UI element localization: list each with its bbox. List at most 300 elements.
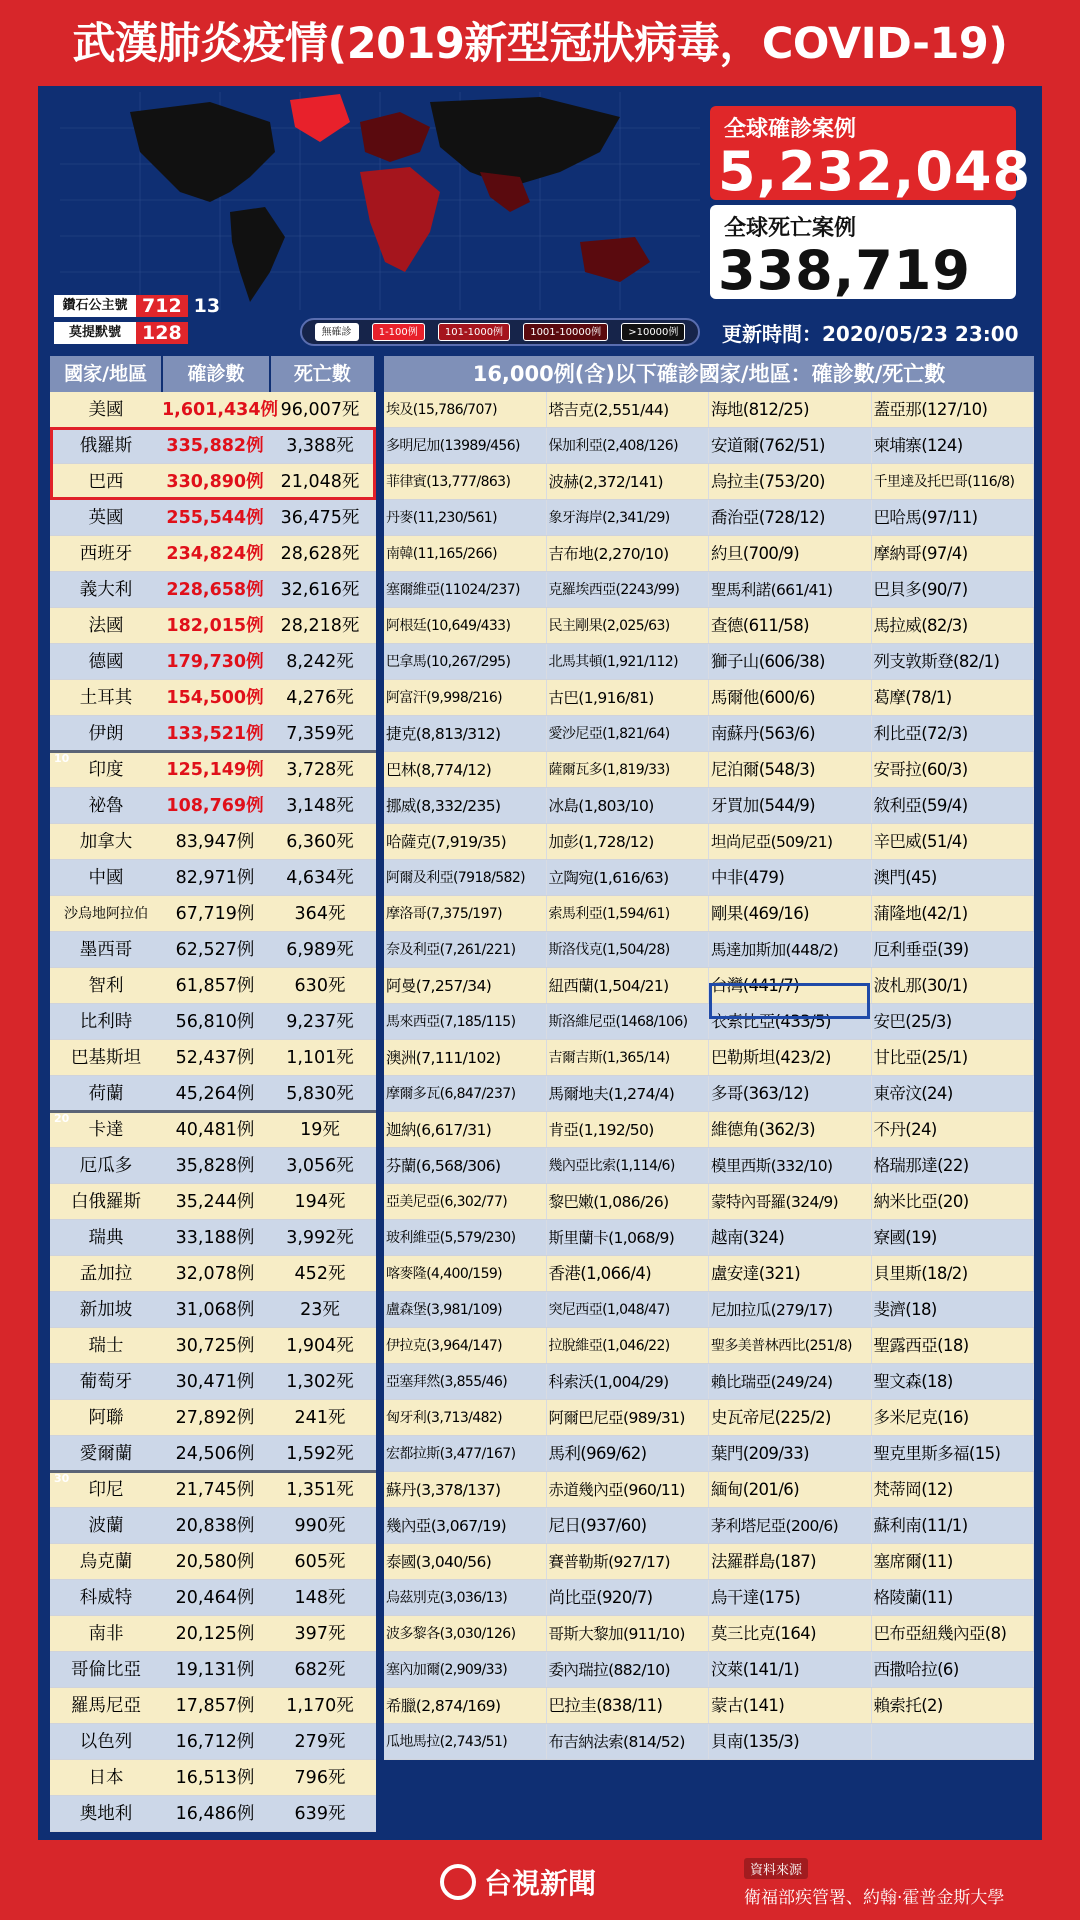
deaths-cell: 4,276死 [286,688,354,708]
country-stat-cell: 赤道幾內亞(960/11) [547,1472,710,1507]
country-stat-cell: 塞內加爾(2,909/33) [384,1652,547,1687]
country-stat-cell: 剛果(469/16) [709,896,872,931]
country-stat-cell: 厄利垂亞(39) [872,932,1035,967]
table-row [384,392,1034,428]
country-stat-cell: 多明尼加(13989/456) [384,428,547,463]
country-cell: 義大利 [79,580,133,600]
table-row [384,1544,1034,1580]
table-row [50,896,376,932]
deaths-cell: 21,048死 [280,472,360,492]
deaths-cell: 241死 [294,1408,346,1428]
country-stat-cell: 象牙海岸(2,341/29) [547,500,710,535]
deaths-cell: 1,904死 [286,1336,354,1356]
country-stat-cell: 立陶宛(1,616/63) [547,860,710,895]
table-row [50,1652,376,1688]
country-stat-cell: 巴哈馬(97/11) [872,500,1035,535]
table-row [50,536,376,572]
table-row [384,644,1034,680]
table-row [384,752,1034,788]
deaths-cell: 4,634死 [286,868,354,888]
country-stat-cell: 紐西蘭(1,504/21) [547,968,710,1003]
country-stat-cell: 芬蘭(6,568/306) [384,1148,547,1183]
country-cell: 羅馬尼亞 [71,1696,141,1716]
country-stat-cell: 葉門(209/33) [709,1436,872,1471]
confirmed-cell: 67,719例 [175,904,255,924]
deaths-cell: 3,388死 [286,436,354,456]
country-cell: 新加坡 [79,1300,133,1320]
country-stat-cell: 多哥(363/12) [709,1076,872,1111]
table-row [384,788,1034,824]
deaths-cell: 605死 [294,1552,346,1572]
country-cell: 美國 [88,400,124,420]
table-row [384,1040,1034,1076]
cruise-ships [54,294,226,348]
country-cell: 以色列 [79,1732,133,1752]
confirmed-cell: 228,658例 [166,580,264,600]
table-row [50,1472,376,1508]
deaths-cell: 148死 [294,1588,346,1608]
confirmed-cell: 27,892例 [175,1408,255,1428]
country-stat-cell: 多米尼克(16) [872,1400,1035,1435]
deaths-cell: 3,992死 [286,1228,354,1248]
country-stat-cell: 丹麥(11,230/561) [384,500,547,535]
country-stat-cell: 拉脫維亞(1,046/22) [547,1328,710,1363]
table-row [50,1796,376,1832]
confirmed-cell: 20,580例 [175,1552,255,1572]
country-stat-cell: 波赫(2,372/141) [547,464,710,499]
confirmed-cell: 125,149例 [166,760,264,780]
country-stat-cell: 南蘇丹(563/6) [709,716,872,751]
confirmed-cell: 31,068例 [175,1300,255,1320]
table-row [384,824,1034,860]
confirmed-cell: 21,745例 [175,1480,255,1500]
country-cell: 卡達 [88,1120,124,1140]
country-stat-cell: 阿爾巴尼亞(989/31) [547,1400,710,1435]
table-row [384,1724,1034,1760]
deaths-cell: 28,628死 [280,544,360,564]
country-stat-cell: 亞塞拜然(3,855/46) [384,1364,547,1399]
country-stat-cell: 斯洛維尼亞(1468/106) [547,1004,710,1039]
table-row [50,1688,376,1724]
country-stat-cell: 玻利維亞(5,579/230) [384,1220,547,1255]
country-stat-cell: 汶萊(141/1) [709,1652,872,1687]
table-row [50,1292,376,1328]
country-cell: 日本 [88,1768,124,1788]
country-stat-cell: 塔吉克(2,551/44) [547,392,710,427]
rank-separator [50,1470,376,1473]
country-stat-cell: 吉爾吉斯(1,365/14) [547,1040,710,1075]
country-stat-cell: 馬利(969/62) [547,1436,710,1471]
deaths-cell: 397死 [294,1624,346,1644]
global-confirmed-label: 全球確診案例 [724,117,857,142]
confirmed-cell: 30,471例 [175,1372,255,1392]
confirmed-cell: 16,486例 [175,1804,255,1824]
table-row [384,1220,1034,1256]
country-stat-cell: 希臘(2,874/169) [384,1688,547,1723]
deaths-cell: 1,351死 [286,1480,354,1500]
country-stat-cell: 摩爾多瓦(6,847/237) [384,1076,547,1111]
country-stat-cell: 黎巴嫩(1,086/26) [547,1184,710,1219]
country-stat-cell: 蘇利南(11/1) [872,1508,1035,1543]
country-cell: 烏克蘭 [79,1552,133,1572]
country-cell: 德國 [88,652,124,672]
deaths-cell: 3,056死 [286,1156,354,1176]
country-stat-cell: 吉布地(2,270/10) [547,536,710,571]
country-stat-cell: 喬治亞(728/12) [709,500,872,535]
table-row [50,1004,376,1040]
right-table [384,392,1034,1760]
rank-marker: 10 [54,752,70,765]
country-stat-cell: 牙買加(544/9) [709,788,872,823]
deaths-cell: 32,616死 [280,580,360,600]
table-row [50,1184,376,1220]
deaths-cell: 1,592死 [286,1444,354,1464]
country-stat-cell: 中非(479) [709,860,872,895]
confirmed-cell: 20,838例 [175,1516,255,1536]
country-stat-cell: 匈牙利(3,713/482) [384,1400,547,1435]
country-stat-cell: 格陵蘭(11) [872,1580,1035,1615]
country-stat-cell: 伊拉克(3,964/147) [384,1328,547,1363]
table-row [50,1724,376,1760]
country-stat-cell: 冰島(1,803/10) [547,788,710,823]
confirmed-cell: 35,244例 [175,1192,255,1212]
table-row [384,572,1034,608]
confirmed-cell: 20,464例 [175,1588,255,1608]
country-cell: 南非 [88,1624,124,1644]
right-table-header: 16,000例(含)以下確診國家/地區：確診數/死亡數 [384,356,1034,392]
country-stat-cell: 捷克(8,813/312) [384,716,547,751]
country-stat-cell: 波多黎各(3,030/126) [384,1616,547,1651]
deaths-cell: 96,007死 [280,400,360,420]
ship-deaths: 13 [193,295,221,317]
table-row [50,1256,376,1292]
confirmed-cell: 179,730例 [166,652,264,672]
confirmed-cell: 330,890例 [166,472,264,492]
country-stat-cell: 蒲隆地(42/1) [872,896,1035,931]
confirmed-cell: 30,725例 [175,1336,255,1356]
country-stat-cell: 挪威(8,332/235) [384,788,547,823]
country-stat-cell: 蒙古(141) [709,1688,872,1723]
country-stat-cell: 盧森堡(3,981/109) [384,1292,547,1327]
country-stat-cell: 幾內亞(3,067/19) [384,1508,547,1543]
table-row [384,1472,1034,1508]
deaths-cell: 6,989死 [286,940,354,960]
country-stat-cell: 摩洛哥(7,375/197) [384,896,547,931]
country-stat-cell: 西撒哈拉(6) [872,1652,1035,1687]
page-title: 武漢肺炎疫情(2019新型冠狀病毒，COVID-19) [72,19,1008,69]
table-row [50,1400,376,1436]
country-cell: 孟加拉 [79,1264,133,1284]
confirmed-cell: 56,810例 [175,1012,255,1032]
ship-row-diamond-princess [54,294,226,318]
confirmed-cell: 33,188例 [175,1228,255,1248]
country-stat-cell: 蒙特內哥羅(324/9) [709,1184,872,1219]
country-cell: 瑞士 [88,1336,124,1356]
table-row [384,932,1034,968]
country-stat-cell: 塞爾維亞(11024/237) [384,572,547,607]
country-stat-cell: 烏茲別克(3,036/13) [384,1580,547,1615]
country-stat-cell: 聖露西亞(18) [872,1328,1035,1363]
map-legend [300,318,700,346]
country-cell: 印度 [88,760,124,780]
legend-item-over-10000: >10000例 [621,323,685,341]
table-row [50,1328,376,1364]
country-stat-cell: 馬來西亞(7,185/115) [384,1004,547,1039]
deaths-cell: 5,830死 [286,1084,354,1104]
confirmed-cell: 133,521例 [166,724,264,744]
country-stat-cell: 列支敦斯登(82/1) [872,644,1035,679]
ship-name: 鑽石公主號 [54,295,136,317]
ship-row-mortimer [54,321,226,345]
table-row [50,932,376,968]
deaths-cell: 28,218死 [280,616,360,636]
country-stat-cell: 聖克里斯多福(15) [872,1436,1035,1471]
table-row [50,1760,376,1796]
table-row [50,1148,376,1184]
left-table-header [50,356,376,392]
country-stat-cell: 葛摩(78/1) [872,680,1035,715]
confirmed-cell: 154,500例 [166,688,264,708]
confirmed-cell: 83,947例 [175,832,255,852]
country-cell: 中國 [88,868,124,888]
country-cell: 西班牙 [79,544,133,564]
deaths-cell: 8,242死 [286,652,354,672]
country-stat-cell: 千里達及托巴哥(116/8) [872,464,1035,499]
table-row [384,1400,1034,1436]
country-stat-cell: 海地(812/25) [709,392,872,427]
country-stat-cell: 安巴(25/3) [872,1004,1035,1039]
country-stat-cell: 烏拉圭(753/20) [709,464,872,499]
country-cell: 科威特 [79,1588,133,1608]
table-row [50,1508,376,1544]
country-cell: 荷蘭 [88,1084,124,1104]
country-stat-cell: 賴索托(2) [872,1688,1035,1723]
table-row [384,1616,1034,1652]
country-cell: 法國 [88,616,124,636]
country-stat-cell: 阿曼(7,257/34) [384,968,547,1003]
country-stat-cell: 愛沙尼亞(1,821/64) [547,716,710,751]
country-stat-cell: 馬拉威(82/3) [872,608,1035,643]
table-row [384,428,1034,464]
taiwan-highlight-box [709,983,870,1019]
country-stat-cell: 敘利亞(59/4) [872,788,1035,823]
country-stat-cell: 阿根廷(10,649/433) [384,608,547,643]
table-row [384,860,1034,896]
confirmed-cell: 45,264例 [175,1084,255,1104]
country-stat-cell: 聖文森(18) [872,1364,1035,1399]
country-stat-cell: 幾內亞比索(1,114/6) [547,1148,710,1183]
country-stat-cell: 斐濟(18) [872,1292,1035,1327]
country-cell: 阿聯 [88,1408,124,1428]
table-row [384,1112,1034,1148]
deaths-cell: 194死 [294,1192,346,1212]
legend-item-101-1000: 101-1000例 [438,323,510,341]
deaths-cell: 279死 [294,1732,346,1752]
table-row [384,1292,1034,1328]
table-row [384,1436,1034,1472]
country-stat-cell: 巴拿馬(10,267/295) [384,644,547,679]
country-stat-cell: 莫三比克(164) [709,1616,872,1651]
country-cell: 波蘭 [88,1516,124,1536]
rank-marker: 30 [54,1472,70,1485]
country-stat-cell: 克羅埃西亞(2243/99) [547,572,710,607]
table-row [50,392,376,428]
deaths-cell: 3,148死 [286,796,354,816]
country-stat-cell: 尼日(937/60) [547,1508,710,1543]
legend-item-1-100: 1-100例 [372,323,425,341]
rank-separator [50,1110,376,1113]
country-stat-cell: 柬埔寨(124) [872,428,1035,463]
country-stat-cell: 泰國(3,040/56) [384,1544,547,1579]
global-confirmed-box [710,106,1032,203]
confirmed-cell: 234,824例 [166,544,264,564]
country-stat-cell: 維德角(362/3) [709,1112,872,1147]
ship-name: 莫提默號 [54,322,136,344]
deaths-cell: 630死 [294,976,346,996]
table-row [50,860,376,896]
confirmed-cell: 255,544例 [166,508,264,528]
rank-separator [50,750,376,753]
table-row [50,1364,376,1400]
deaths-cell: 796死 [294,1768,346,1788]
country-stat-cell: 巴林(8,774/12) [384,752,547,787]
world-map [60,92,700,310]
table-row [50,1076,376,1112]
country-stat-cell: 迦納(6,617/31) [384,1112,547,1147]
confirmed-cell: 82,971例 [175,868,255,888]
country-stat-cell: 民主剛果(2,025/63) [547,608,710,643]
country-stat-cell: 尼泊爾(548/3) [709,752,872,787]
country-stat-cell: 澳門(45) [872,860,1035,895]
confirmed-cell: 17,857例 [175,1696,255,1716]
country-stat-cell: 突尼西亞(1,048/47) [547,1292,710,1327]
country-stat-cell: 安哥拉(60/3) [872,752,1035,787]
country-stat-cell: 查德(611/58) [709,608,872,643]
table-row [50,716,376,752]
confirmed-cell: 40,481例 [175,1120,255,1140]
country-stat-cell: 蘇丹(3,378/137) [384,1472,547,1507]
country-stat-cell: 辛巴威(51/4) [872,824,1035,859]
country-stat-cell: 巴布亞紐幾內亞(8) [872,1616,1035,1651]
table-row [50,824,376,860]
country-stat-cell: 埃及(15,786/707) [384,392,547,427]
country-cell: 墨西哥 [79,940,133,960]
country-stat-cell: 澳洲(7,111/102) [384,1040,547,1075]
table-row [50,1436,376,1472]
confirmed-cell: 182,015例 [166,616,264,636]
country-stat-cell: 索馬利亞(1,594/61) [547,896,710,931]
table-row [384,536,1034,572]
country-cell: 祕魯 [88,796,124,816]
deaths-cell: 1,302死 [286,1372,354,1392]
country-stat-cell: 委內瑞拉(882/10) [547,1652,710,1687]
country-cell: 愛爾蘭 [79,1444,133,1464]
country-stat-cell: 斯里蘭卡(1,068/9) [547,1220,710,1255]
legend-item-1001-10000: 1001-10000例 [523,323,608,341]
country-stat-cell: 香港(1,066/4) [547,1256,710,1291]
logo-text: 台視新聞 [484,1867,597,1900]
table-row [384,1328,1034,1364]
country-cell: 智利 [88,976,124,996]
table-row [50,608,376,644]
country-stat-cell: 菲律賓(13,777/863) [384,464,547,499]
confirmed-cell: 32,078例 [175,1264,255,1284]
country-stat-cell: 貝里斯(18/2) [872,1256,1035,1291]
header-deaths: 死亡數 [271,356,374,392]
country-cell: 俄羅斯 [79,436,133,456]
country-stat-cell: 安道爾(762/51) [709,428,872,463]
confirmed-cell: 35,828例 [175,1156,255,1176]
table-row [384,464,1034,500]
table-row [50,1544,376,1580]
confirmed-cell: 20,125例 [175,1624,255,1644]
highlight-box [50,427,376,500]
table-row [384,608,1034,644]
country-stat-cell: 緬甸(201/6) [709,1472,872,1507]
country-stat-cell: 喀麥隆(4,400/159) [384,1256,547,1291]
country-stat-cell: 斯洛伐克(1,504/28) [547,932,710,967]
country-stat-cell: 摩納哥(97/4) [872,536,1035,571]
country-stat-cell: 蓋亞那(127/10) [872,392,1035,427]
country-cell: 沙烏地阿拉伯 [64,906,148,922]
country-stat-cell: 巴貝多(90/7) [872,572,1035,607]
country-stat-cell: 梵蒂岡(12) [872,1472,1035,1507]
deaths-cell: 1,170死 [286,1696,354,1716]
country-stat-cell: 哥斯大黎加(911/10) [547,1616,710,1651]
confirmed-cell: 24,506例 [175,1444,255,1464]
source-value: 衛福部疾管署、約翰·霍普金斯大學 [744,1888,1005,1908]
country-stat-cell: 阿爾及利亞(7918/582) [384,860,547,895]
deaths-cell: 364死 [294,904,346,924]
table-row [384,680,1034,716]
deaths-cell: 639死 [294,1804,346,1824]
country-stat-cell [872,1724,1035,1759]
country-stat-cell: 貝南(135/3) [709,1724,872,1759]
country-stat-cell: 衣索比亞(433/5) [709,1004,872,1039]
source-label: 資料來源 [744,1858,808,1879]
country-stat-cell: 肯亞(1,192/50) [547,1112,710,1147]
confirmed-cell: 108,769例 [166,796,264,816]
deaths-cell: 36,475死 [280,508,360,528]
country-stat-cell: 越南(324) [709,1220,872,1255]
country-cell: 厄瓜多 [79,1156,133,1176]
confirmed-cell: 52,437例 [175,1048,255,1068]
country-stat-cell: 東帝汶(24) [872,1076,1035,1111]
table-row [50,1580,376,1616]
deaths-cell: 3,728死 [286,760,354,780]
table-row [50,968,376,1004]
confirmed-cell: 19,131例 [175,1660,255,1680]
country-stat-cell: 茅利塔尼亞(200/6) [709,1508,872,1543]
country-stat-cell: 史瓦帝尼(225/2) [709,1400,872,1435]
country-stat-cell: 巴拉圭(838/11) [547,1688,710,1723]
country-stat-cell: 模里西斯(332/10) [709,1148,872,1183]
ship-confirmed: 712 [136,295,188,317]
deaths-cell: 1,101死 [286,1048,354,1068]
country-stat-cell: 瓜地馬拉(2,743/51) [384,1724,547,1759]
country-stat-cell: 法羅群島(187) [709,1544,872,1579]
deaths-cell: 9,237死 [286,1012,354,1032]
country-cell: 印尼 [88,1480,124,1500]
country-cell: 白俄羅斯 [71,1192,141,1212]
country-cell: 土耳其 [79,688,133,708]
table-row [50,1220,376,1256]
country-stat-cell: 塞席爾(11) [872,1544,1035,1579]
logo-mark-icon [440,1864,476,1900]
table-row [384,1580,1034,1616]
country-stat-cell: 利比亞(72/3) [872,716,1035,751]
country-stat-cell: 納米比亞(20) [872,1184,1035,1219]
